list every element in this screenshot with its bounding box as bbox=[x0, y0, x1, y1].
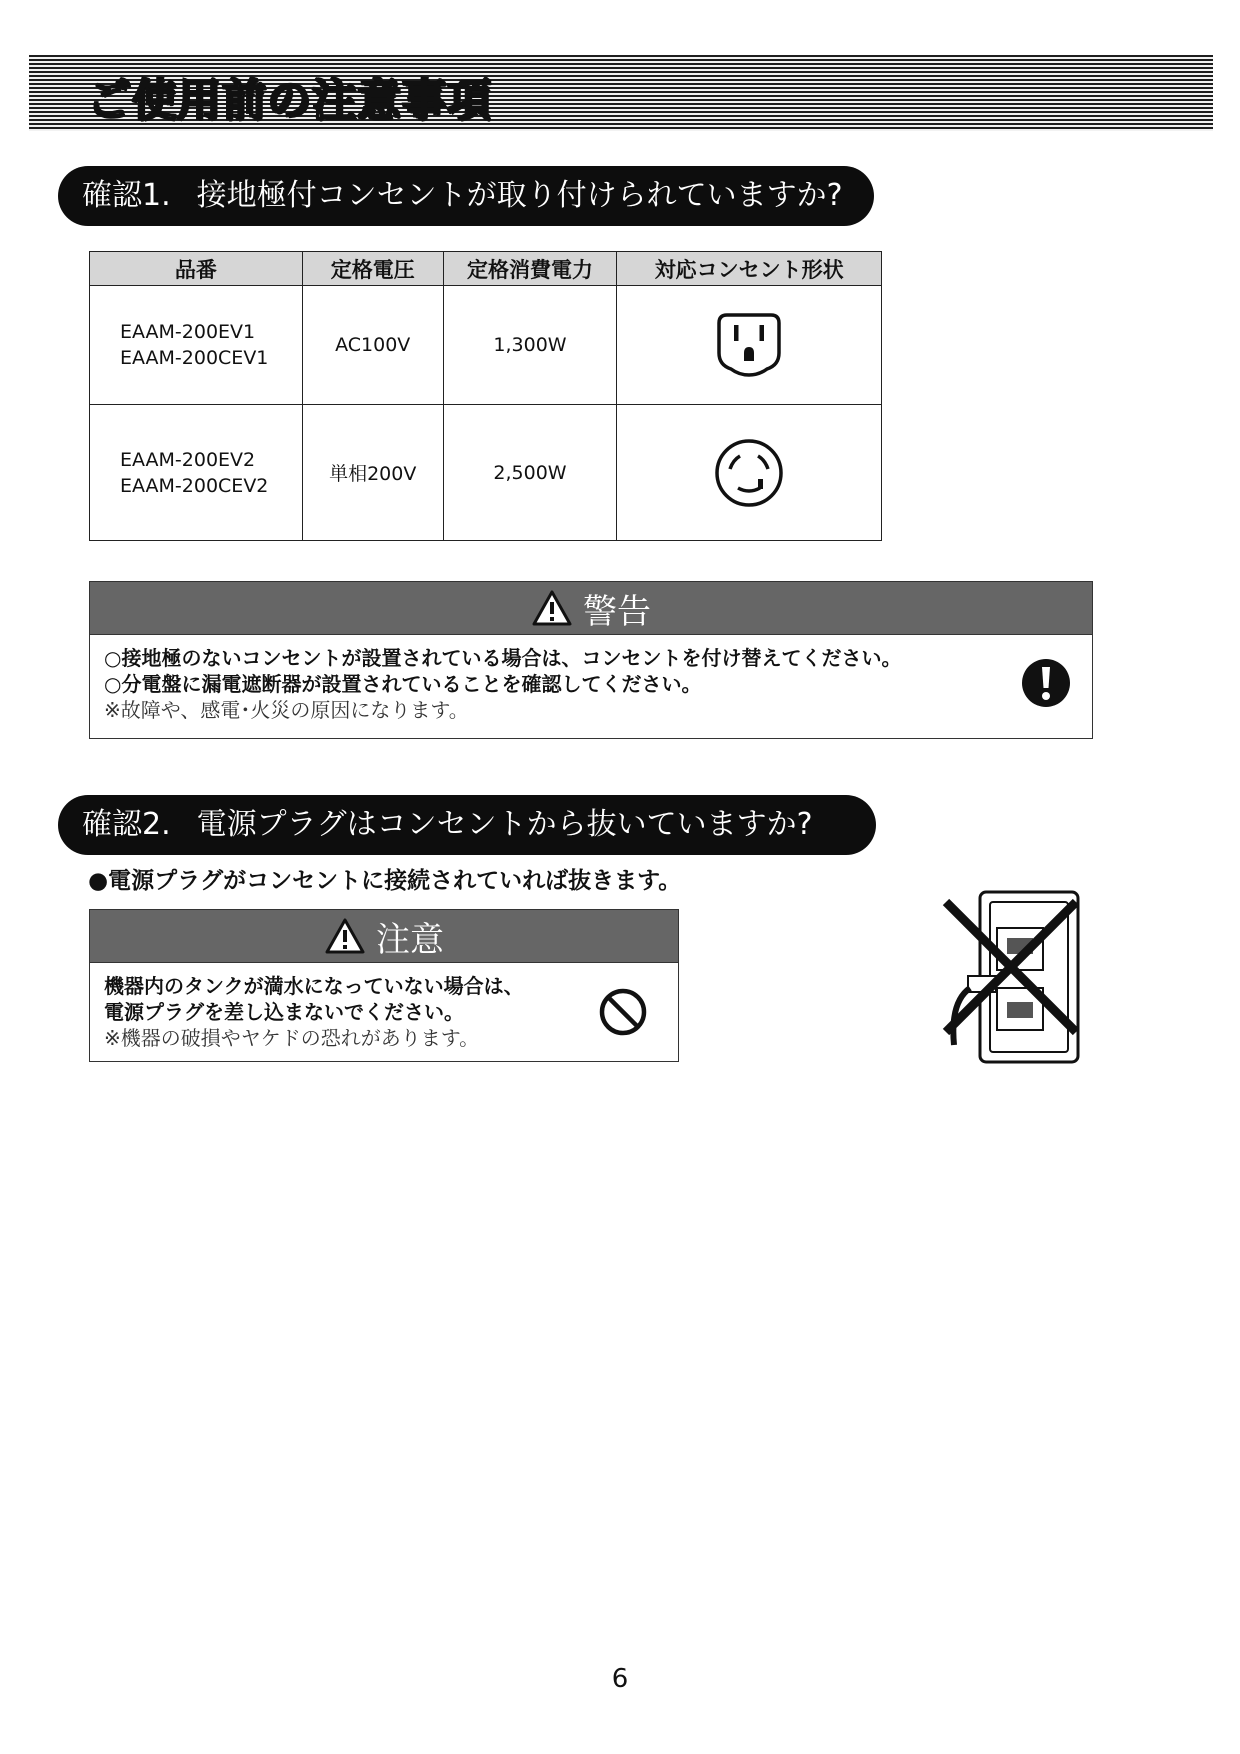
section2-bullet: ●電源プラグがコンセントに接続されていれば抜きます。 bbox=[88, 868, 682, 894]
prohibited-icon bbox=[598, 987, 648, 1037]
caution-body bbox=[90, 963, 678, 1061]
table-header-row bbox=[90, 252, 882, 286]
model-name: EAAM-200CEV2 bbox=[120, 474, 269, 497]
header-voltage: 定格電圧 bbox=[302, 252, 443, 286]
warning-box bbox=[89, 581, 1093, 739]
model-cell bbox=[90, 405, 303, 541]
warning-line: ○分電盤に漏電遮断器が設置されていることを確認してください。 bbox=[104, 672, 702, 696]
power-cell: 1,300W bbox=[443, 286, 617, 405]
warning-triangle-icon bbox=[531, 589, 573, 627]
model-cell bbox=[90, 286, 303, 405]
caution-note: ※機器の破損やヤケドの恐れがあります。 bbox=[104, 1026, 480, 1050]
outlet-200v-icon bbox=[713, 437, 785, 509]
section1-heading bbox=[58, 166, 874, 226]
voltage-cell: 単相200V bbox=[302, 405, 443, 541]
voltage-cell: AC100V bbox=[302, 286, 443, 405]
grounded-outlet-100v-icon bbox=[713, 309, 785, 381]
page-title: ご使用前の注意事項 bbox=[87, 75, 492, 126]
caution-line: 機器内のタンクが満水になっていない場合は、 bbox=[104, 974, 524, 998]
table-row bbox=[90, 405, 882, 541]
outlet-cell bbox=[617, 405, 882, 541]
warning-body bbox=[90, 635, 1092, 733]
section2-title: 電源プラグはコンセントから抜いていますか? bbox=[196, 807, 813, 842]
caution-box bbox=[89, 909, 679, 1062]
warning-label: 警告 bbox=[583, 591, 651, 632]
header-outlet: 対応コンセント形状 bbox=[617, 252, 882, 286]
plug-prohibited-illustration bbox=[940, 880, 1090, 1070]
caution-header bbox=[90, 910, 678, 963]
power-cell: 2,500W bbox=[443, 405, 617, 541]
section1-number: 確認1. bbox=[82, 178, 171, 213]
caution-label: 注意 bbox=[376, 919, 444, 960]
section2-number: 確認2. bbox=[82, 807, 171, 842]
section2-heading bbox=[58, 795, 876, 855]
caution-line: 電源プラグを差し込まないでください。 bbox=[104, 1000, 464, 1024]
header-power: 定格消費電力 bbox=[443, 252, 617, 286]
model-name: EAAM-200EV1 bbox=[120, 321, 256, 343]
mandatory-exclamation-icon bbox=[1020, 657, 1072, 709]
table-row bbox=[90, 286, 882, 405]
page-title-bar bbox=[29, 55, 1213, 131]
spec-table bbox=[89, 251, 882, 541]
warning-header bbox=[90, 582, 1092, 635]
caution-triangle-icon bbox=[324, 917, 366, 955]
warning-line: ○接地極のないコンセントが設置されている場合は、コンセントを付け替えてください。 bbox=[104, 646, 902, 670]
page-number: 6 bbox=[611, 1664, 629, 1694]
warning-note: ※故障や、感電･火災の原因になります。 bbox=[104, 698, 469, 722]
header-model: 品番 bbox=[90, 252, 303, 286]
model-name: EAAM-200CEV1 bbox=[120, 347, 269, 369]
outlet-cell bbox=[617, 286, 882, 405]
model-name: EAAM-200EV2 bbox=[120, 448, 256, 471]
section1-title: 接地極付コンセントが取り付けられていますか? bbox=[196, 178, 843, 213]
